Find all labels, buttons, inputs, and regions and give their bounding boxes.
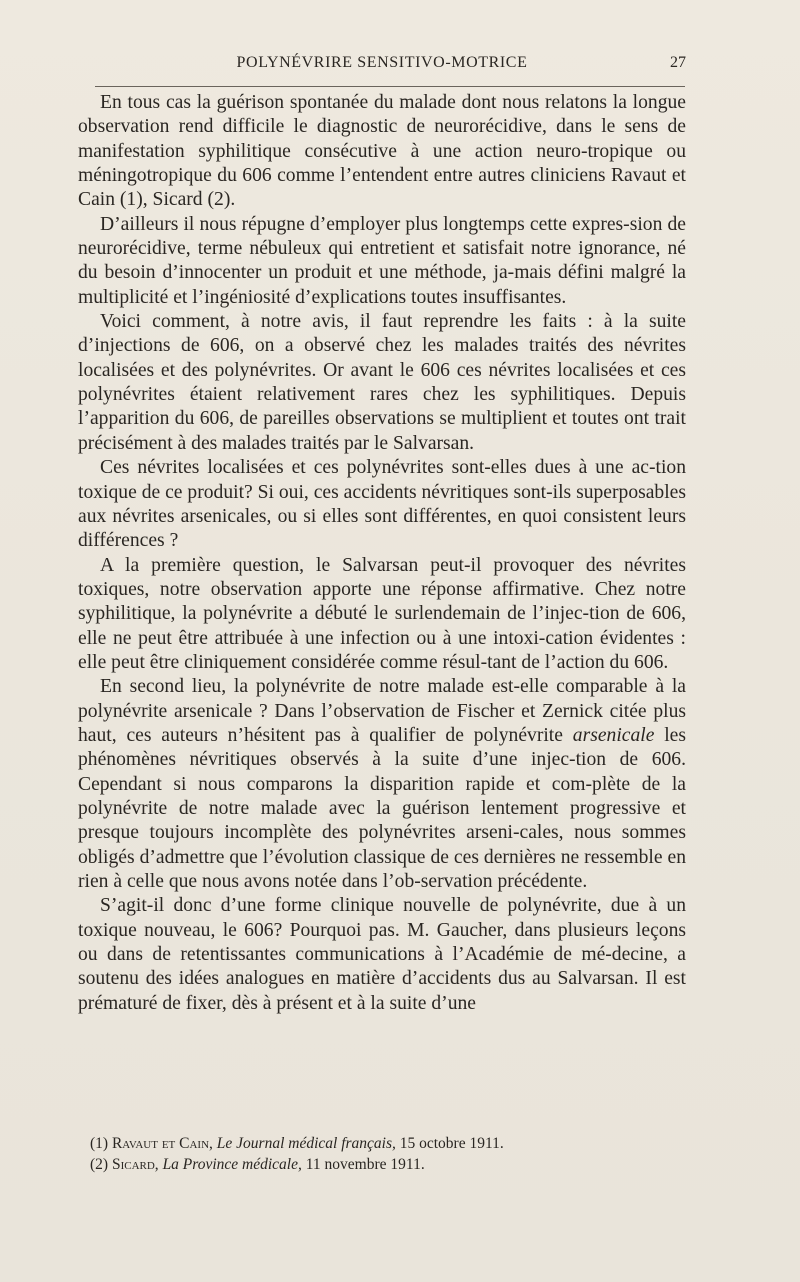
paragraph-text: les phénomènes névritiques observés à la suite d’une injec-tion de 606. Cependant si nous comparons la disparition rapide et com-plète de la polynévrite de notre malade avec la guérison lentement progressive et presque toujours incomplète des polynévrites arseni-cales, nous sommes obligés d’admettre que l’évolution classique de ces dernières ne ressemble en rien à celle que nous avons notée dans l’ob-servation précédente.	[78, 724, 686, 892]
footnote-date: 15 octobre 1911.	[399, 1135, 504, 1152]
running-title: POLYNÉVRIRE SENSITIVO-MOTRICE	[236, 54, 528, 71]
page-number: 27	[670, 54, 686, 71]
footnote-authors: Sicard,	[111, 1156, 159, 1173]
body-text	[78, 91, 686, 1016]
footnote-journal: Le Journal médical français,	[216, 1135, 396, 1152]
footnote-number: (1)	[90, 1135, 109, 1152]
footnote-number: (2)	[90, 1156, 109, 1173]
paragraph	[78, 675, 686, 894]
page-header	[78, 50, 686, 76]
paragraph: D’ailleurs il nous répugne d’employer plus longtemps cette expres-sion de neurorécidive, terme nébuleux qui entretient et satisfait notre ignorance, né du besoin d’innocenter un produit et une méthode, ja-mais défini malgré la multiplicité et l’ingéniosité d’explications toutes insuffisantes.	[78, 213, 686, 308]
paragraph: Voici comment, à notre avis, il faut reprendre les faits : à la suite d’injections de 606, on a observé chez les malades traités des névrites localisées et des polynévrites. Or avant le 606 ces névrites localisées et ces polynévrites étaient relativement rares chez les syphilitiques. Depuis l’apparition du 606, de pareilles observations se multiplient et toutes ont trait précisément à des malades traités par le Salvarsan.	[78, 311, 686, 454]
paragraph: A la première question, le Salvarsan peut-il provoquer des névrites toxiques, notre observation apporte une réponse affirmative. Chez notre syphilitique, la polynévrite a débuté le surlendemain de l’injec-tion de 606, elle ne peut être attribuée à une infection ou à une intoxi-cation évidentes : elle peut être cliniquement considérée comme résul-tant de l’action du 606.	[78, 554, 686, 673]
footnotes	[78, 1133, 686, 1175]
footnote-2	[78, 1154, 686, 1175]
footnote-date: 11 novembre 1911.	[305, 1156, 425, 1173]
emphasis-text: arsenicale	[572, 724, 655, 746]
footnote-journal: La Province médicale,	[162, 1156, 302, 1173]
paragraph: En tous cas la guérison spontanée du malade dont nous relatons la longue observation rend difficile le diagnostic de neurorécidive, dans le sens de manifestation syphilitique consécutive à une action neuro-tropique ou méningotropique du 606 comme l’entendent entre autres cliniciens Ravaut et Cain (1), Sicard (2).	[78, 92, 686, 211]
paragraph-text: En second lieu, la polynévrite de notre malade est-elle comparable à la polynévrite arsenicale ? Dans l’observation de Fischer et Zernick citée plus haut, ces auteurs n’hésitent pas à qualifier de polynévrite	[78, 676, 686, 746]
header-rule	[95, 86, 685, 87]
footnote-authors: Ravaut et Cain,	[111, 1135, 213, 1152]
paragraph: Ces névrites localisées et ces polynévrites sont-elles dues à une ac-tion toxique de ce produit? Si oui, ces accidents névritiques sont-ils superposables aux névrites arsenicales, ou si elles sont différentes, en quoi consistent leurs différences ?	[78, 457, 686, 552]
footnote-1	[78, 1133, 686, 1154]
paragraph: S’agit-il donc d’une forme clinique nouvelle de polynévrite, due à un toxique nouveau, le 606? Pourquoi pas. M. Gaucher, dans plusieurs leçons ou dans de retentissantes communications à l’Académie de mé-decine, a soutenu des idées analogues en matière d’accidents dus au Salvarsan. Il est prématuré de fixer, dès à présent et à la suite d’une	[78, 895, 686, 1014]
